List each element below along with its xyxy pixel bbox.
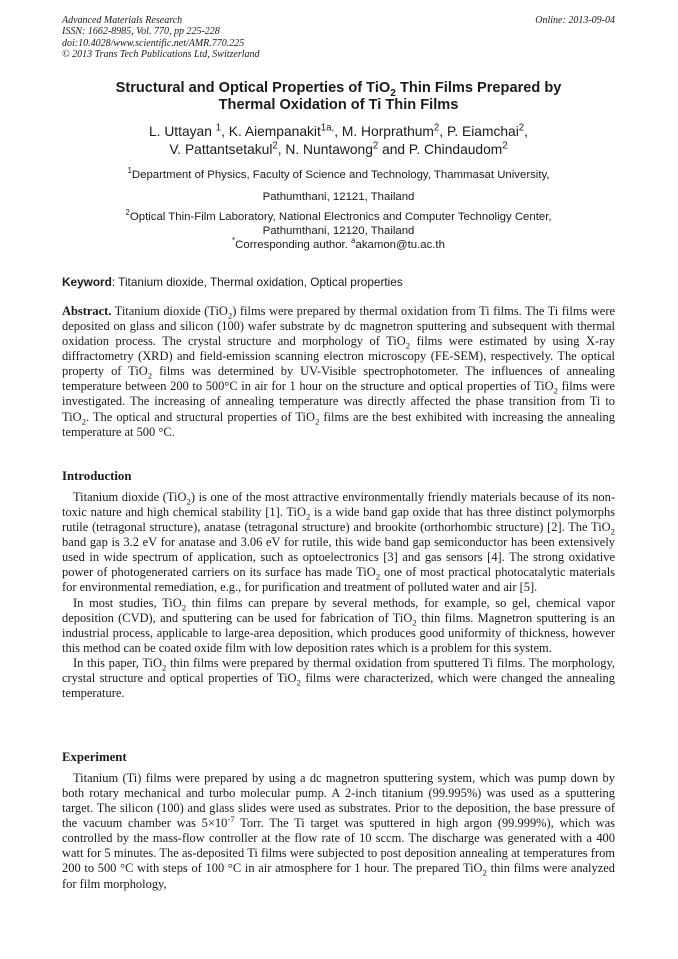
- copyright: © 2013 Trans Tech Publications Ltd, Switzerland: [62, 48, 260, 60]
- abstract-label: Abstract.: [62, 304, 112, 318]
- intro-paragraph-1: Titanium dioxide (TiO$_2$) is one of the most attractive environmentally friendly materials because of its non-toxic nature and high chemical stability [1]. TiO$_2$ is a wide band gap oxide that has three distinct polymorphs rutile (tetragonal structure), anatase (tetragonal structure) and brookite (orthorhombic structure) [2]. The TiO$_2$ band gap is 3.2 eV for anatase and 3.06 eV for rutile, this wide band gap semiconductor has been extensively used in wide spectrum of application, such as optoelectronics [3] and gas sensors [4]. The strong oxidative power of photogenerated carriers on its surface has made TiO$_2$ one of most practical photocatalytic materials for environmental remediation, e.g., for purification and treatment of polluted water and air [5].: [62, 490, 615, 595]
- experiment-paragraph-1: Titanium (Ti) films were prepared by using a dc magnetron sputtering system, which was pump down by both rotary mechanical and turbo molecular pump. A 2-inch titanium (99.995%) was used as a sputtering target. The silicon (100) and glass slides were used as substrates. Prior to the deposition, the base pressure of the vacuum chamber was $5\times 10^{-7}$ Torr. The Ti target was sputtered in high argon (99.999%), which was controlled by the mass-flow controller at the flow rate of 10 sccm. The discharge was generated with a 400 watt for 5 minutes. The as-deposited Ti films were subjected to post deposition annealing at temperatures from 200 to 500 °C with steps of 100 °C in air atmosphere for 1 hour. The prepared TiO$_2$ thin films were analyzed for film morphology,: [62, 771, 615, 891]
- title-line-1: Structural and Optical Properties of TiO$_2$ Thin Films Prepared by: [115, 80, 562, 99]
- introduction-body: [62, 490, 615, 701]
- section-heading-introduction: Introduction: [62, 469, 132, 483]
- affiliation-2: $^2$Optical Thin-Film Laboratory, National Electronics and Computer Technoligy Center, Pathumthani, 12120, Thailand *Corresponding author. $^a$akamon@tu.ac.th: [62, 210, 615, 252]
- abstract: Abstract. Titanium dioxide (TiO$_2$) films were prepared by thermal oxidation from Ti films. The Ti films were deposited on glass and silicon (100) wafer substrate by dc magnetron sputtering and subsequent with thermal oxidation process. The crystal structure and morphology of TiO$_2$ films were estimated by using X-ray diffractometry (XRD) and field-emission scanning electron microscopy (FE-SEM), respectively. The optical property of TiO$_2$ films was determined by UV-Visible spectrophotometer. The influences of annealing temperature between 200 to 500°C in air for 1 hour on the structure and optical properties of TiO$_2$ films were investigated. The increasing of annealing temperature was directly affected the phase transition from Ti to TiO$_2$. The optical and structural properties of TiO$_2$ films are the best exhibited with increasing the annealing temperature at 500 °C.: [62, 304, 615, 439]
- corresponding-author: *Corresponding author. $^a$akamon@tu.ac.th: [232, 236, 445, 251]
- keywords: Keyword: Titanium dioxide, Thermal oxidation, Optical properties: [62, 275, 403, 289]
- section-heading-experiment: Experiment: [62, 750, 127, 764]
- corresponding-email[interactable]: akamon@tu.ac.th: [355, 239, 445, 251]
- authors-line-2: V. Pattantsetakul$^2$, N. Nuntawong$^2$ and P. Chindaudom$^2$: [169, 140, 508, 157]
- affiliation-1: $^1$Department of Physics, Faculty of Science and Technology, Thammasat University,: [127, 166, 550, 181]
- journal-header: [62, 15, 260, 60]
- online-date: Online: 2013-09-04: [535, 15, 615, 26]
- author-list: [62, 123, 615, 159]
- intro-paragraph-2: In most studies, TiO$_2$ thin films can prepare by several methods, for example, so gel, chemical vapor deposition (CVD), and sputtering can be used for fabrication of TiO$_2$ thin films. Magnetron sputtering is an industrial process, applicable to large-area deposition, which produces good uniformity of thickness, however this method can be coated oxide film with low deposition rates which is a problem for this system.: [62, 595, 615, 655]
- affiliation-1-city: Pathumthani, 12121, Thailand: [262, 191, 415, 203]
- title-line-2: Thermal Oxidation of Ti Thin Films: [218, 97, 459, 113]
- affiliation-2-city: Pathumthani, 12120, Thailand: [262, 225, 415, 237]
- doi: doi:10.4028/www.scientific.net/AMR.770.225: [62, 37, 245, 49]
- experiment-body: [62, 771, 615, 892]
- issn: ISSN: 1662-8985, Vol. 770, pp 225-228: [62, 26, 220, 38]
- intro-paragraph-3: In this paper, TiO$_2$ thin films were prepared by thermal oxidation from sputtered Ti films. The morphology, crystal structure and optical properties of TiO$_2$ films were characterized, which were changed the annealing temperature.: [62, 655, 615, 701]
- paper-title: [62, 80, 615, 114]
- journal-name: Advanced Materials Research: [62, 15, 183, 26]
- authors-line-1: L. Uttayan $^1$, K. Aiempanakit$^{1a,}$, M. Horprathum$^2$, P. Eiamchai$^2$,: [148, 122, 529, 139]
